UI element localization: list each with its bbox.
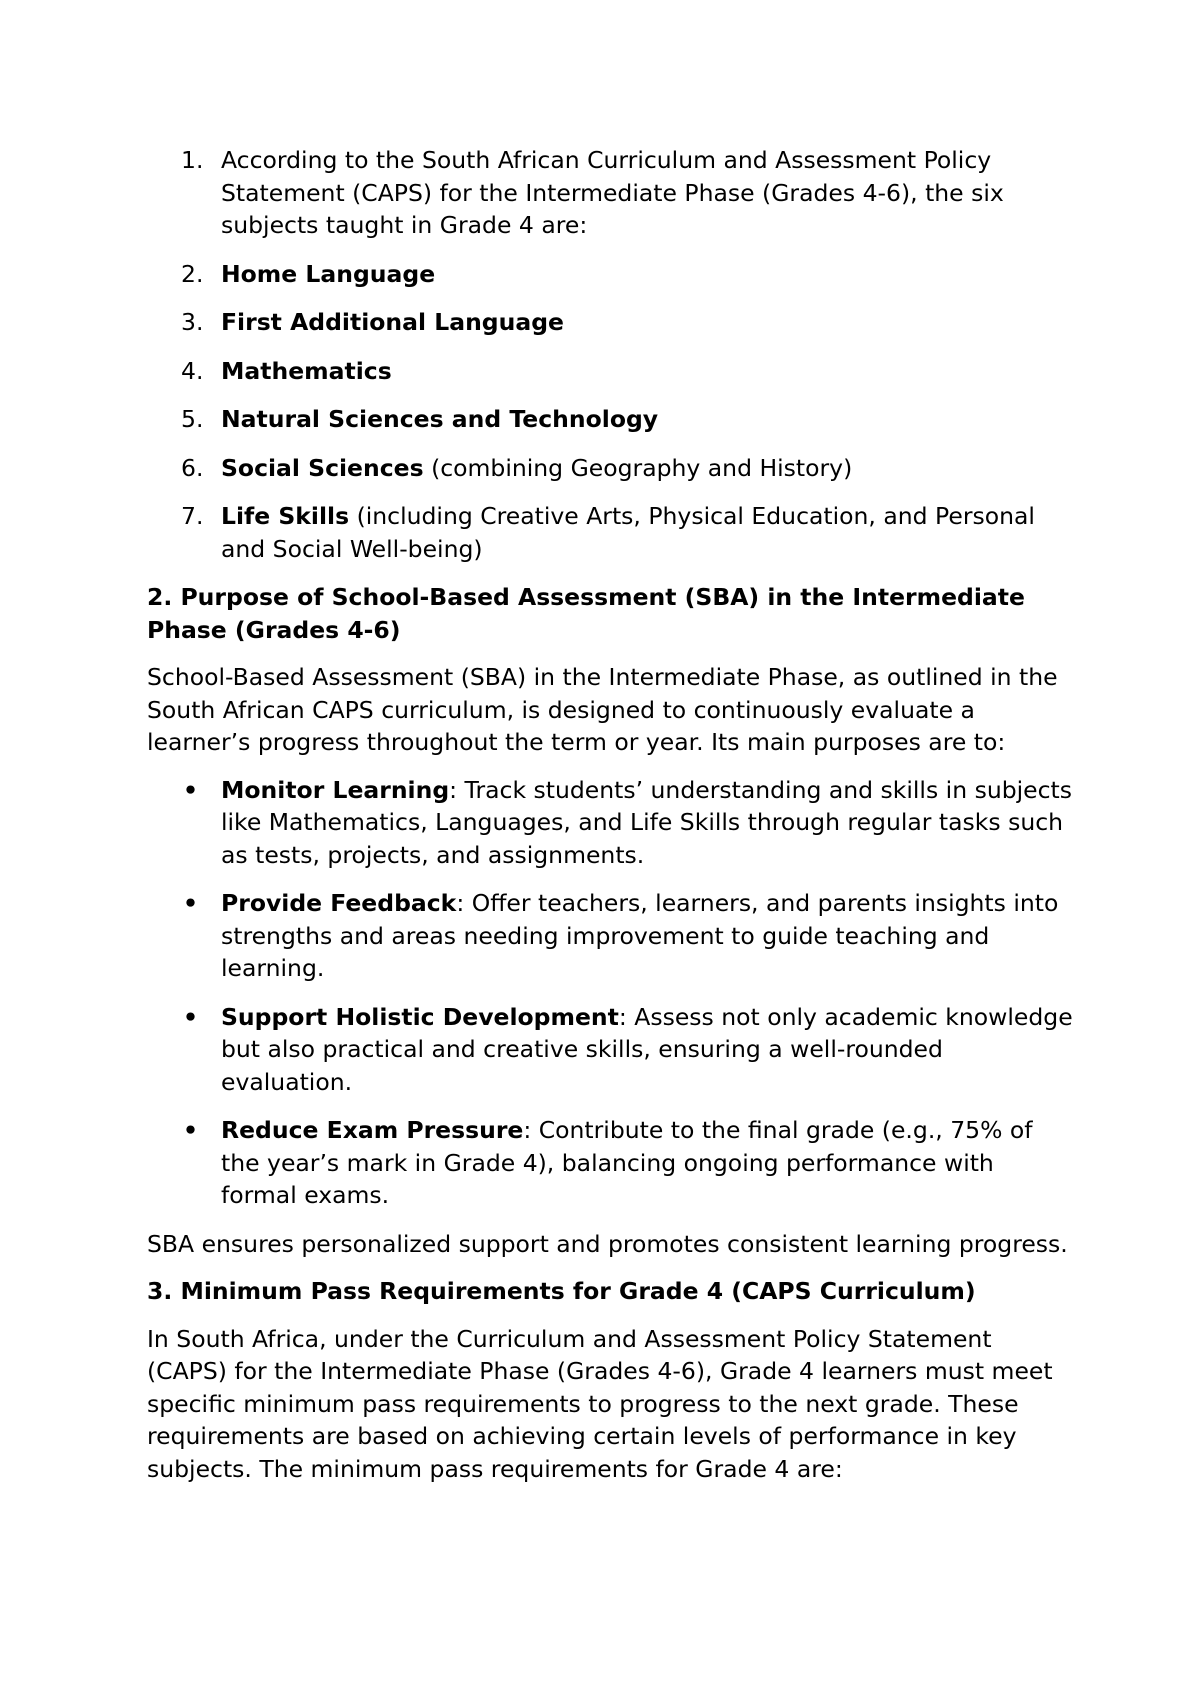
bullet-item xyxy=(147,774,1077,872)
bullet-item-text: : Offer teachers, learners, and parents insights into strengths and areas needing improvement to guide teaching and learning. xyxy=(221,889,1059,982)
list-item-bold: Social Sciences xyxy=(221,453,424,482)
list-item xyxy=(147,355,1077,388)
list-number: 4. xyxy=(181,356,204,385)
bullet-icon: • xyxy=(183,889,199,917)
section-3-heading: 3. Minimum Pass Requirements for Grade 4 (CAPS Curriculum) xyxy=(147,1277,976,1305)
purposes-list xyxy=(147,774,1077,1212)
list-item-bold: First Additional Language xyxy=(221,308,564,336)
list-item-bold: Home Language xyxy=(221,259,436,288)
list-number: 5. xyxy=(181,405,204,433)
list-item xyxy=(147,452,1077,485)
list-item xyxy=(147,403,1077,436)
section-2-heading: 2. Purpose of School-Based Assessment (SBA) in the Intermediate Phase (Grades 4-6) xyxy=(147,583,1025,644)
list-item xyxy=(147,258,1077,291)
bullet-item xyxy=(147,1001,1077,1099)
list-number: 1. xyxy=(181,146,204,174)
list-item-text: (including Creative Arts, Physical Education, and Personal and Social Well-being) xyxy=(221,502,1035,563)
bullet-icon: • xyxy=(183,1002,199,1031)
bullet-item-bold: Monitor Learning xyxy=(221,775,450,804)
list-item xyxy=(147,144,1077,242)
list-item-text: According to the South African Curriculum and Assessment Policy Statement (CAPS) for the Intermediate Phase (Grades 4-6), the six subjects taught in Grade 4 are: xyxy=(221,146,1004,239)
list-item-bold: Natural Sciences and Technology xyxy=(221,405,659,433)
bullet-item xyxy=(147,1114,1077,1212)
bullet-item-text: : Assess not only academic knowledge but also practical and creative skills, ensuring a well-rounded evaluation. xyxy=(221,1002,1073,1096)
document-body xyxy=(147,144,1077,1500)
list-item-text: (combining Geography and History) xyxy=(423,453,853,482)
list-item-bold: Mathematics xyxy=(221,356,392,385)
bullet-icon: • xyxy=(183,1116,199,1144)
list-number: 6. xyxy=(181,453,204,482)
section-3-paragraph: In South Africa, under the Curriculum and Assessment Policy Statement (CAPS) for the Intermediate Phase (Grades 4-6), Grade 4 learners must meet specific minimum pass requirements to progress to the next grade. These requirements are based on achieving certain levels of performance in key subjects. The minimum pass requirements for Grade 4 are: xyxy=(147,1324,1053,1483)
list-number: 7. xyxy=(181,502,204,530)
list-item xyxy=(147,500,1077,565)
section-2-intro: School-Based Assessment (SBA) in the Intermediate Phase, as outlined in the South African CAPS curriculum, is designed to continuously evaluate a learner’s progress throughout the term or year. Its main purposes are to: xyxy=(147,663,1058,756)
bullet-item-bold: Reduce Exam Pressure xyxy=(221,1116,524,1144)
list-item xyxy=(147,306,1077,339)
bullet-item-text: : Contribute to the final grade (e.g., 75% of the year’s mark in Grade 4), balancing ongoing performance with formal exams. xyxy=(221,1116,1033,1209)
list-item-bold: Life Skills xyxy=(221,502,350,530)
bullet-item-bold: Provide Feedback xyxy=(221,889,457,917)
subjects-list xyxy=(147,144,1077,565)
list-number: 3. xyxy=(181,308,204,336)
section-2-closing: SBA ensures personalized support and promotes consistent learning progress. xyxy=(147,1229,1068,1258)
bullet-item xyxy=(147,887,1077,985)
bullet-item-bold: Support Holistic Development xyxy=(221,1002,619,1031)
bullet-icon: • xyxy=(183,775,199,804)
list-number: 2. xyxy=(181,259,204,288)
bullet-item-text: : Track students’ understanding and skills in subjects like Mathematics, Languages, and Life Skills through regular tasks such as tests, projects, and assignments. xyxy=(221,775,1072,869)
